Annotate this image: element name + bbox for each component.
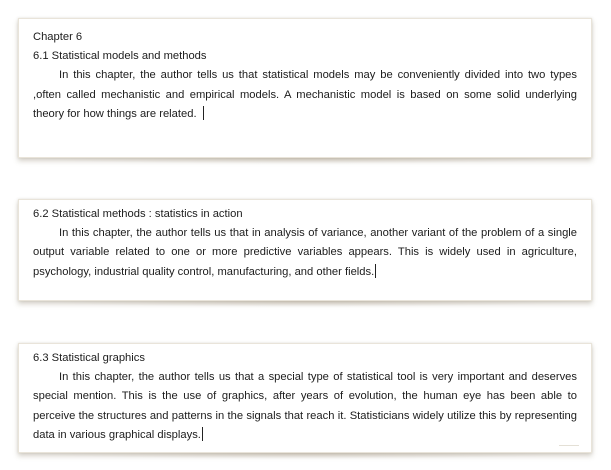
section-heading: 6.3 Statistical graphics: [33, 352, 145, 364]
chapter-label: Chapter 6: [33, 31, 83, 43]
text-box-section-6-1[interactable]: [18, 18, 592, 158]
text-cursor: [203, 106, 204, 120]
section-paragraph: [33, 368, 577, 445]
section-paragraph: [33, 66, 577, 124]
section-heading: 6.2 Statistical methods : statistics in action: [33, 208, 243, 220]
text-box-section-6-2[interactable]: [18, 199, 592, 301]
text-cursor: [375, 264, 376, 278]
decorative-divider: [559, 445, 579, 446]
paragraph-text: In this chapter, the author tells us that statistical models may be conveniently divided into two types ,often called mechanistic and empirical models. A mechanistic model is based on some solid underlying theory for how things are related.: [33, 69, 577, 120]
section-heading: 6.1 Statistical models and methods: [33, 50, 207, 63]
paragraph-text: In this chapter, the author tells us that a special type of statistical tool is very important and deserves special mention. This is the use of graphics, after years of evolution, the human eye has been able to perceive the structures and patterns in the signals that reach it. Statisticians widely utilize this by representing data in various graphical displays.: [33, 371, 577, 441]
text-cursor: [202, 427, 203, 441]
paragraph-text: In this chapter, the author tells us that in analysis of variance, another variant of the problem of a single output variable related to one or more predictive variables appears. This is widely used in agriculture, psychology, industrial quality control, manufacturing, and other fields.: [33, 227, 577, 278]
section-paragraph: [33, 224, 577, 282]
text-box-section-6-3[interactable]: [18, 343, 592, 453]
